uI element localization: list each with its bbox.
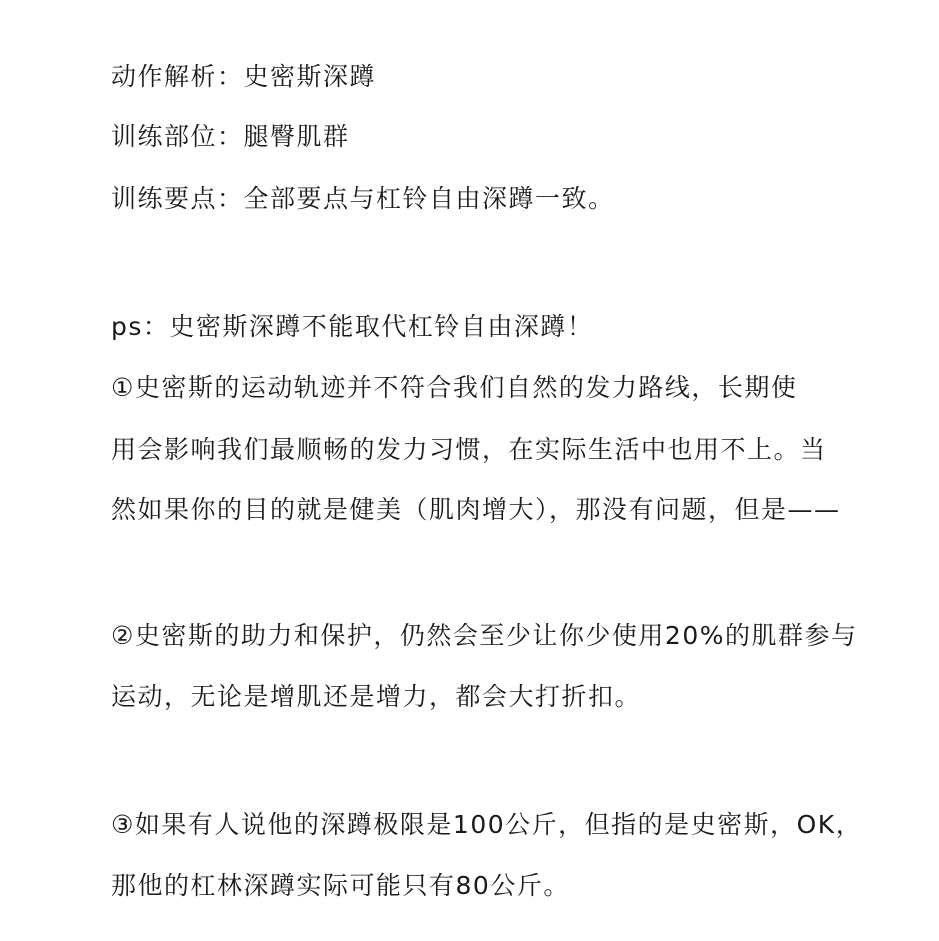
training-points-line: 训练要点：全部要点与杠铃自由深蹲一致。: [111, 184, 615, 213]
point-2-line-1: ②史密斯的助力和保护，仍然会至少让你少使用20%的肌群参与: [111, 621, 858, 650]
point-3-line-2: 那他的杠林深蹲实际可能只有80公斤。: [111, 871, 570, 900]
point-1-line-3: 然如果你的目的就是健美（肌肉增大），那没有问题，但是——: [111, 495, 841, 524]
point-1-line-1: ①史密斯的运动轨迹并不符合我们自然的发力路线，长期使: [111, 373, 798, 402]
training-part-line: 训练部位：腿臀肌群: [111, 122, 350, 151]
action-analysis-line: 动作解析：史密斯深蹲: [111, 62, 377, 91]
point-3-line-1: ③如果有人说他的深蹲极限是100公斤，但指的是史密斯，OK，: [111, 810, 863, 839]
ps-note: ps：史密斯深蹲不能取代杠铃自由深蹲！: [111, 312, 594, 341]
point-2-line-2: 运动，无论是增肌还是增力，都会大打折扣。: [111, 682, 642, 711]
point-1-line-2: 用会影响我们最顺畅的发力习惯，在实际生活中也用不上。当: [111, 435, 827, 464]
